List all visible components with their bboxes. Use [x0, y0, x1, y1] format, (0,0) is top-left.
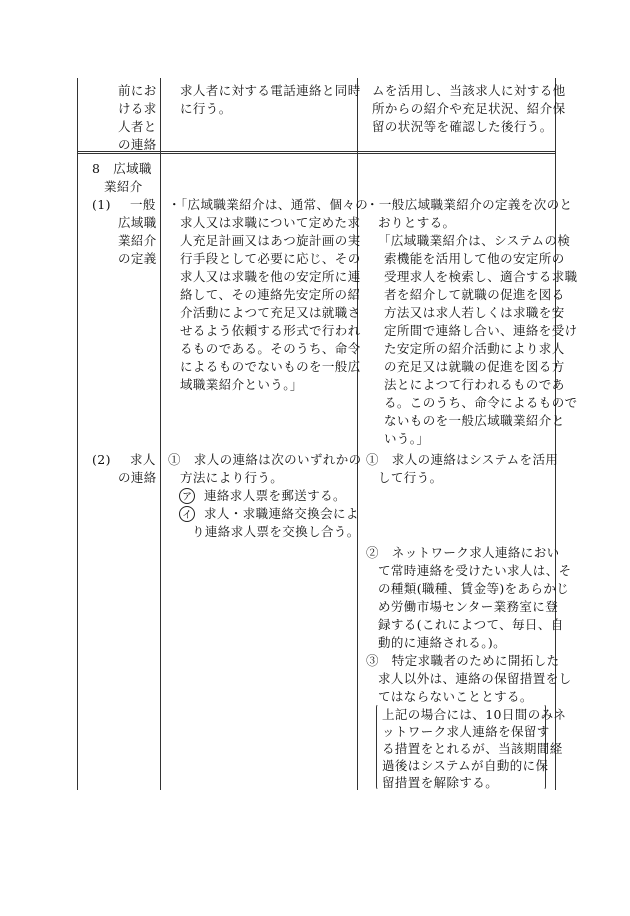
item2-middle-line: 方法により行う。	[180, 470, 284, 485]
row1-label-line: ける求	[118, 101, 157, 116]
note-line: 過後はシステムが自動的に保	[382, 758, 549, 773]
item1-right-line: た安定所の紹介活動により求人	[384, 341, 565, 356]
item2-right2-line: 録する(これによつて、毎日、自	[378, 617, 564, 632]
item1-right-line: おりとする。	[378, 215, 456, 230]
item1-right-line: の充足又は就職の促進を図る方	[384, 359, 565, 374]
note-line: 留措置を解除する。	[382, 775, 499, 790]
item1-middle-line: せるよう依頼する形式で行われ	[180, 323, 361, 338]
item1-right-line: 定所間で連絡し合い、連絡を受け	[384, 323, 578, 338]
item1-middle-line: 行手段として必要に応じ、その	[180, 251, 361, 266]
circled-a-mark	[178, 487, 196, 505]
item2-label-line: 求人	[130, 452, 156, 467]
item2-right1-line: して行う。	[378, 470, 443, 485]
item1-right-line: る。このうち、命令によるもので	[384, 395, 578, 410]
item2-right2-line: て常時連絡を受けたい求人は、そ	[378, 563, 572, 578]
item1-middle-line: 絡して、その連絡先安定所の紹	[180, 287, 361, 302]
row1-right-line: 留の状況等を確認した後行う。	[372, 119, 553, 134]
column-divider-2	[357, 78, 358, 790]
item1-label-line: 一般	[130, 197, 156, 212]
item1-right-line: ・一般広域職業紹介の定義を次のと	[366, 197, 573, 212]
item2-number: (2)	[92, 452, 111, 467]
item1-middle-line: 域職業紹介という。」	[180, 377, 303, 392]
note-line: る措置をとれるが、当該期間経	[382, 741, 563, 756]
item1-middle-line: 介活動によつて充足又は就職さ	[180, 305, 361, 320]
item1-label-line: の定義	[118, 251, 157, 266]
item2-middle-i-line: り連絡求人票を交換し合う。	[192, 524, 360, 539]
table-border-left	[77, 78, 78, 790]
item1-right-line: 「広域職業紹介は、システムの検	[378, 233, 571, 248]
item2-right2-line: ② ネットワーク求人連絡におい	[366, 545, 560, 560]
item1-middle-line: ・「広域職業紹介は、通常、個々の	[168, 197, 369, 212]
item1-label-line: 広域職	[118, 215, 157, 230]
circled-i-glyph: イ	[182, 509, 192, 521]
item1-right-line: 受理求人を検索し、適合する求職	[384, 269, 578, 284]
item2-right1-line: ① 求人の連絡はシステムを活用	[366, 452, 559, 467]
item2-right3-line: 求人以外は、連絡の保留措置をし	[378, 671, 572, 686]
item1-middle-line: 人充足計画又はあつ旋計画の実	[180, 233, 361, 248]
item2-right2-line: 動的に連絡される。)。	[378, 635, 507, 650]
item1-middle-line: るものである。そのうち、命令	[180, 341, 361, 356]
row1-label-line: の連絡	[118, 137, 157, 152]
item1-middle-line: 求人又は求職を他の安定所に連	[180, 269, 361, 284]
item2-right2-line: め労働市場センター業務室に登	[378, 599, 559, 614]
item1-right-line: いう。」	[384, 431, 430, 446]
row1-label-line: 前にお	[118, 83, 157, 98]
item2-middle-i-line: 求人・求職連絡交換会によ	[204, 506, 359, 521]
section8-heading-line: 業紹介	[104, 179, 143, 194]
circled-a-glyph: ア	[182, 491, 192, 503]
item1-right-line: 索機能を活用して他の安定所の	[384, 251, 565, 266]
item1-middle-line: によるものでないものを一般広	[180, 359, 361, 374]
item2-label-line: の連絡	[118, 470, 157, 485]
note-line: ットワーク求人連絡を保留す	[382, 724, 550, 739]
item2-right3-line: ③ 特定求職者のために開拓した	[366, 653, 560, 668]
item2-right2-line: の種類(職種、賃金等)をあらかじ	[378, 581, 570, 596]
item1-middle-line: 求人又は求職について定めた求	[180, 215, 361, 230]
row1-label-line: 人者と	[118, 119, 157, 134]
item2-right3-line: てはならないこととする。	[378, 689, 533, 704]
row1-right-line: ムを活用し、当該求人に対する他	[372, 83, 566, 98]
circled-i-mark	[178, 505, 196, 523]
item1-right-line: 方法又は求人若しくは求職を安	[384, 305, 565, 320]
note-line: 上記の場合には、10日間のみネ	[382, 707, 567, 722]
row1-middle-line: に行う。	[180, 101, 232, 116]
section8-heading-line: 8 広域職	[92, 161, 152, 176]
item2-middle-a-text: 連絡求人票を郵送する。	[204, 488, 346, 503]
item1-label-line: 業紹介	[118, 233, 157, 248]
row1-middle-line: 求人者に対する電話連絡と同時	[180, 83, 361, 98]
item2-middle-line: ① 求人の連絡は次のいずれかの	[168, 452, 362, 467]
row1-right-line: 所からの紹介や充足状況、紹介保	[372, 101, 566, 116]
item1-right-line: 者を紹介して就職の促進を図る	[384, 287, 565, 302]
item1-right-line: ないものを一般広域職業紹介と	[384, 413, 565, 428]
item1-number: (1)	[92, 197, 111, 212]
column-divider-1	[160, 78, 161, 790]
item1-right-line: 法とによつて行われるものであ	[384, 377, 565, 392]
